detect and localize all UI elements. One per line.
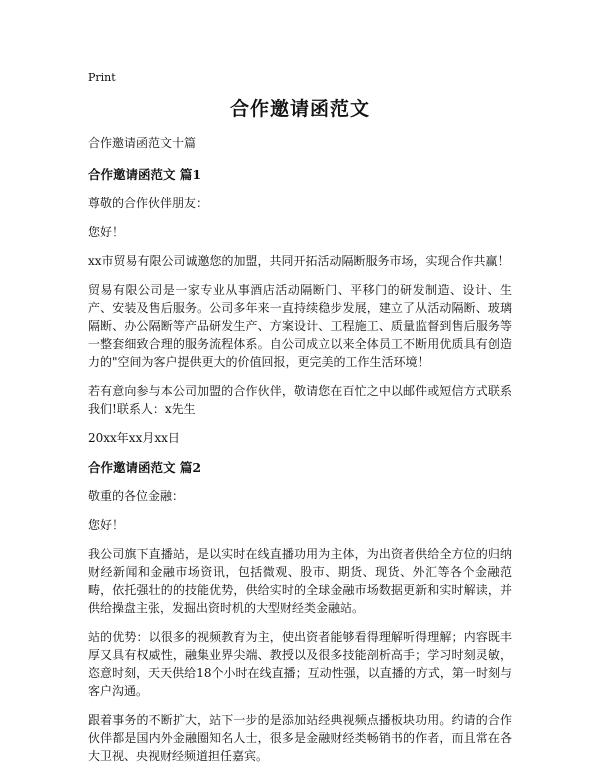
- date-line: 20xx年xx月xx日: [88, 431, 180, 445]
- hello-line: 您好！: [88, 225, 125, 239]
- paragraph: 若有意向参与本公司加盟的合作伙伴，敬请您在百忙之中以邮件或短信方式联系我们!联系人：x先生: [88, 384, 512, 416]
- greeting: 敬重的各位金融：: [88, 489, 185, 503]
- document-subtitle: 合作邀请函范文十篇: [88, 136, 197, 150]
- document-title: 合作邀请函范文: [229, 98, 370, 120]
- print-label: Print: [88, 71, 116, 84]
- section-1: [88, 166, 512, 447]
- paragraph: 跟着事务的不断扩大，站下一步的是添加站经典视频点播板块功用。约请的合作伙伴都是国内外金融圈知名人士，很多是金融财经类畅销书的作者，而且常在各大卫视、央视财经频道担任嘉宾。: [88, 713, 512, 763]
- section-heading: 合作邀请函范文 篇2: [88, 460, 202, 475]
- section-heading: 合作邀请函范文 篇1: [88, 167, 202, 182]
- hello-line: 您好！: [88, 518, 125, 532]
- paragraph: 我公司旗下直播站，是以实时在线直播功用为主体，为出资者供给全方位的归纳财经新闻和金融市场资讯，包括微观、股市、期货、现货、外汇等各个金融范畴，依托强壮的的技能优势，供给实时的全球金融市场数据更新和实时解读，并供给操盘主张，发掘出资时机的大型财经类金融站。: [88, 547, 512, 615]
- section-2: [88, 459, 512, 765]
- greeting: 尊敬的合作伙伴朋友：: [88, 196, 209, 210]
- paragraph: 贸易有限公司是一家专业从事酒店活动隔断门、平移门的研发制造、设计、生产、安装及售后服务。公司多年来一直持续稳步发展，建立了从活动隔断、玻璃隔断、办公隔断等产品研发生产、方案设计、工程施工、质量监督到售后服务等一整套细致合理的服务流程体系。自公司成立以来全体员工不断用优质具有创造力的"空间为客户提供更大的价值回报，更完美的工作生活环境！: [88, 283, 512, 369]
- paragraph: 站的优势：以很多的视频教育为主，使出资者能够看得理解听得理解；内容既丰厚又具有权威性，融集业界尖端、教授以及很多技能剖析高手；学习时刻灵敏，恣意时刻，天天供给18个小时在线直播；互动性强，以直播的方式，第一时刻与客户沟通。: [88, 630, 512, 698]
- paragraph: xx市贸易有限公司诚邀您的加盟，共同开拓活动隔断服务市场，实现合作共赢！: [88, 254, 510, 268]
